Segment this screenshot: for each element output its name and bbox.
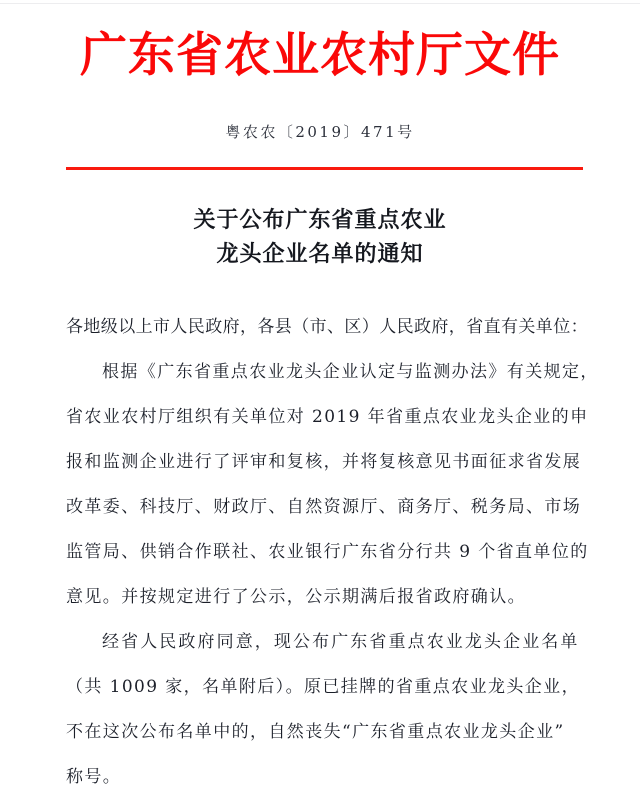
body-line: 不在这次公布名单中的，自然丧失“广东省重点农业龙头企业” <box>66 722 565 742</box>
body-line: 根据《广东省重点农业龙头企业认定与监测办法》有关规定， <box>102 362 599 382</box>
document-masthead <box>0 28 640 83</box>
body-line-addressees: 各地级以上市人民政府，各县（市、区）人民政府，省直有关单位： <box>66 317 588 337</box>
notice-heading-line-1: 关于公布广东省重点农业 <box>193 207 447 233</box>
document-number-row <box>0 121 640 142</box>
body-line-closing: 称号。 <box>66 767 122 787</box>
document-serial-number: 粤农农〔2019〕471号 <box>225 123 415 141</box>
body-line: （共 1009 家，名单附后）。原已挂牌的省重点农业龙头企业， <box>66 677 580 697</box>
red-separator-rule <box>66 167 583 170</box>
body-line: 监管局、供销合作联社、农业银行广东省分行共 9 个省直单位的 <box>66 542 589 562</box>
body-line: 省农业农村厅组织有关单位对 2019 年省重点农业龙头企业的申 <box>66 407 589 427</box>
body-line: 改革委、科技厅、财政厅、自然资源厅、商务厅、税务局、市场 <box>66 497 582 517</box>
document-body <box>66 305 599 800</box>
body-line: 经省人民政府同意，现公布广东省重点农业龙头企业名单 <box>102 632 580 652</box>
notice-heading <box>0 203 640 271</box>
notice-heading-line-2: 龙头企业名单的通知 <box>216 241 424 267</box>
body-line: 意见。并按规定进行了公示，公示期满后报省政府确认。 <box>66 587 526 607</box>
body-line: 报和监测企业进行了评审和复核，并将复核意见书面征求省发展 <box>66 452 582 472</box>
masthead-title: 广东省农业农村厅文件 <box>80 28 560 83</box>
